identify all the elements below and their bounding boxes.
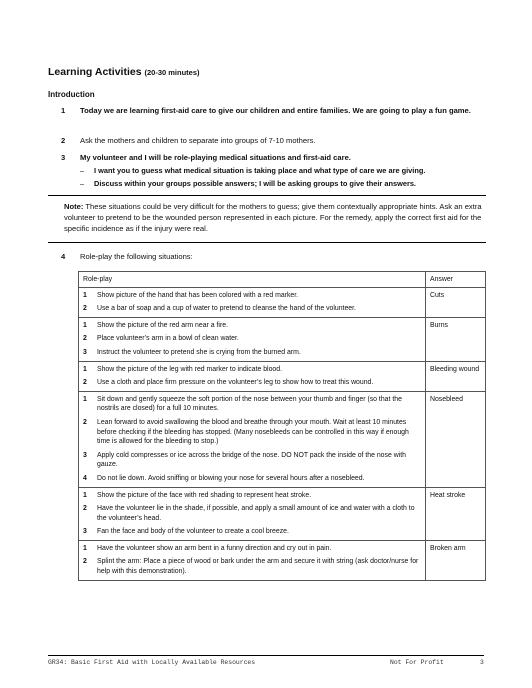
roleplay-step — [83, 378, 421, 388]
roleplay-step — [83, 395, 421, 414]
step-text: Do not lie down. Avoid sniffing or blowing your nose for several hours after a nosebleed. — [97, 474, 365, 482]
step-number: 2 — [83, 335, 87, 343]
roleplay-step — [83, 474, 421, 484]
step-text: Show the picture of the red arm near a fire. — [97, 321, 228, 329]
step-text: Show picture of the hand that has been colored with a red marker. — [97, 291, 299, 299]
step-number: 1 — [83, 491, 87, 499]
footer-divider — [48, 655, 484, 656]
step-number: 2 — [83, 379, 87, 387]
answer-cell: Bleeding wound — [426, 361, 486, 391]
roleplay-table — [78, 271, 486, 581]
roleplay-step — [83, 304, 421, 314]
roleplay-cell — [79, 361, 426, 391]
step-number: 4 — [83, 474, 87, 482]
roleplay-step — [83, 491, 421, 501]
step-number: 4 — [61, 252, 66, 261]
table-row — [79, 391, 486, 487]
section-heading: Introduction — [48, 90, 95, 99]
roleplay-step — [83, 504, 421, 523]
answer-cell: Broken arm — [426, 540, 486, 580]
step-text: Instruct the volunteer to pretend she is crying from the burned arm. — [97, 348, 301, 356]
roleplay-step — [83, 321, 421, 331]
footer-page-number: 3 — [480, 659, 484, 666]
step-number: 1 — [83, 321, 87, 329]
sub-bullet-text: I want you to guess what medical situation is taking place and what type of care we are giving. — [94, 166, 426, 175]
step-number: 1 — [83, 365, 87, 373]
roleplay-step — [83, 365, 421, 375]
note-text: These situations could be very difficult for the mothers to guess; give them contextually appropriate hints. Ask an extra volunteer to pretend to be the wounded person represented in each picture. For the remedy, apply the correct first aid for the specific incidence as if the injury were real. — [64, 202, 482, 233]
step-text: Fan the face and body of the volunteer to create a cool breeze. — [97, 528, 289, 536]
step-text: Role-play the following situations: — [80, 252, 193, 261]
step-text: Today we are learning first-aid care to give our children and entire families. We are going to play a fun game. — [80, 106, 471, 115]
step-number: 2 — [61, 136, 66, 145]
step-number: 3 — [61, 153, 66, 162]
roleplay-step — [83, 291, 421, 301]
step-text: Splint the arm: Place a piece of wood or bark under the arm and secure it with string (ask doctor/nurse for help with this demonstration). — [97, 558, 419, 576]
roleplay-cell — [79, 287, 426, 317]
step-number: 2 — [83, 418, 87, 426]
roleplay-step — [83, 527, 421, 537]
step-text: Apply cold compresses or ice across the bridge of the nose. DO NOT pack the inside of the nose with gauze. — [97, 451, 406, 469]
step-number: 2 — [83, 305, 87, 313]
step-number: 1 — [61, 106, 66, 115]
roleplay-cell — [79, 317, 426, 361]
roleplay-step — [83, 334, 421, 344]
step-text: Lean forward to avoid swallowing the blood and breathe through your mouth. Wait at least 10 minutes before checking if the bleeding has stopped. (Many nosebleeds can be controlled in this way if enough time is allowed for the bleeding to stop.) — [97, 418, 409, 446]
step-number: 2 — [83, 558, 87, 566]
page-title — [48, 66, 200, 78]
step-number: 1 — [83, 291, 87, 299]
roleplay-cell — [79, 540, 426, 580]
column-header-roleplay: Role-play — [79, 272, 426, 288]
note-label: Note: — [64, 202, 84, 211]
title-duration: (20-30 minutes) — [144, 68, 200, 77]
table-row — [79, 287, 486, 317]
step-text: Ask the mothers and children to separate into groups of 7-10 mothers. — [80, 136, 316, 145]
step-text: Use a cloth and place firm pressure on the volunteer’s leg to show how to treat this wound. — [97, 379, 374, 387]
answer-cell: Heat stroke — [426, 487, 486, 540]
title-text: Learning Activities — [48, 66, 142, 78]
answer-cell: Burns — [426, 317, 486, 361]
answer-cell: Cuts — [426, 287, 486, 317]
roleplay-step — [83, 348, 421, 358]
step-text: Sit down and gently squeeze the soft portion of the nose between your thumb and finger (so that the nostrils are closed) for a full 10 minutes. — [97, 395, 402, 413]
roleplay-cell — [79, 391, 426, 487]
roleplay-step — [83, 451, 421, 470]
step-number: 1 — [83, 395, 87, 403]
table-row — [79, 317, 486, 361]
roleplay-step — [83, 544, 421, 554]
step-text: Show the picture of the face with red shading to represent heat stroke. — [97, 491, 312, 499]
step-text: Place volunteer’s arm in a bowl of clean water. — [97, 335, 239, 343]
footer-document-title: GR34: Basic First Aid with Locally Available Resources — [48, 659, 256, 666]
step-text: My volunteer and I will be role-playing medical situations and first-aid care. — [80, 153, 351, 162]
roleplay-step — [83, 557, 421, 576]
column-header-answer: Answer — [426, 272, 486, 288]
step-text: Show the picture of the leg with red marker to indicate blood. — [97, 365, 283, 373]
table-header-row — [79, 272, 486, 288]
step-number: 1 — [83, 544, 87, 552]
dash-bullet: – — [80, 166, 85, 175]
step-number: 3 — [83, 528, 87, 536]
table-row — [79, 487, 486, 540]
step-number: 3 — [83, 348, 87, 356]
footer-not-for-profit: Not For Profit — [390, 659, 444, 666]
table-row — [79, 361, 486, 391]
table-row — [79, 540, 486, 580]
dash-bullet: – — [80, 179, 85, 188]
step-text: Have the volunteer show an arm bent in a funny direction and cry out in pain. — [97, 544, 332, 552]
step-number: 2 — [83, 505, 87, 513]
note-box — [48, 195, 486, 243]
answer-cell: Nosebleed — [426, 391, 486, 487]
sub-bullet-text: Discuss within your groups possible answers; I will be asking groups to give their answers. — [94, 179, 416, 188]
roleplay-cell — [79, 487, 426, 540]
step-text: Have the volunteer lie in the shade, if possible, and apply a small amount of ice and water with a cloth to the volunteer’s head. — [97, 505, 415, 522]
roleplay-step — [83, 418, 421, 447]
step-text: Use a bar of soap and a cup of water to pretend to cleanse the hand of the volunteer. — [97, 305, 356, 313]
step-number: 3 — [83, 451, 87, 459]
